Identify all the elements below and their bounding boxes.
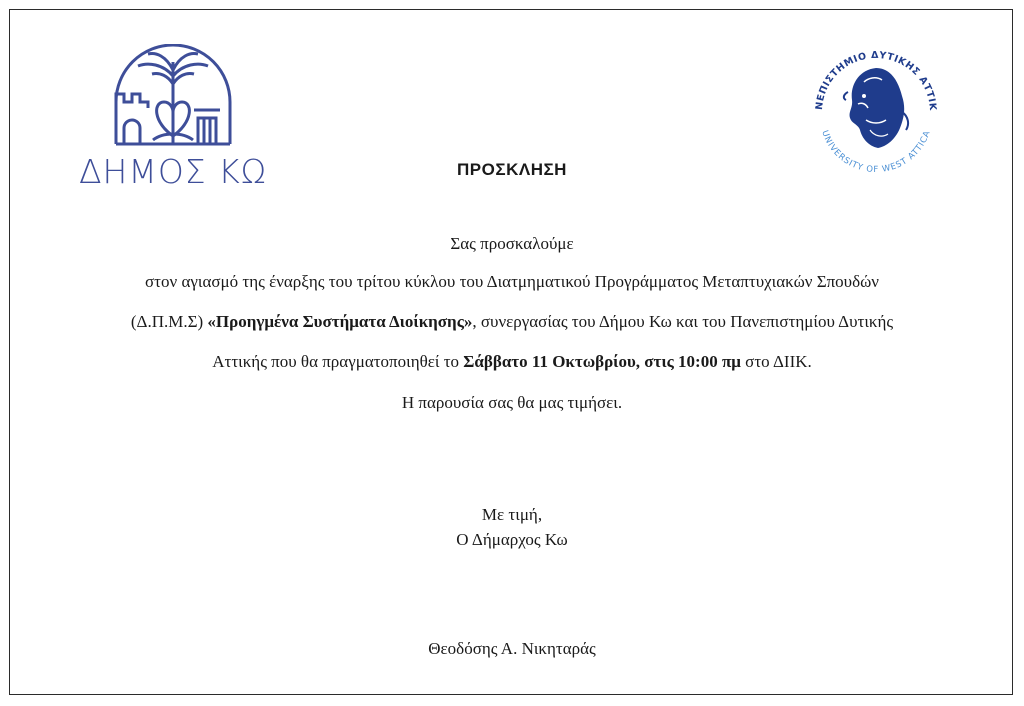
philosopher-head-icon — [844, 68, 908, 148]
greeting-line: Σας προσκαλούμε — [450, 234, 574, 253]
signatory-name: Θεοδόσης Α. Νικηταράς — [428, 639, 596, 658]
closing-regards: Με τιμή, — [481, 505, 543, 524]
invitation-title: ΠΡΟΣΚΛΗΣΗ — [457, 160, 567, 179]
uniwa-english-name: UNIVERSITY OF WEST ATTICA — [819, 129, 933, 176]
body-line-1: στον αγιασμό της έναρξης του τρίτου κύκλου του Διατμηματικού Προγράμματος Μεταπτυχιακών Σπουδών — [145, 272, 879, 291]
body-line-2-part-a: (Δ.Π.Μ.Σ) — [130, 312, 208, 331]
body-line-2-part-c: , συνεργασίας του Δήμου Κω και του Πανεπιστημίου Δυτικής — [472, 312, 894, 331]
kos-emblem-icon — [108, 44, 238, 149]
body-line-4: Η παρουσία σας θα μας τιμήσει. — [401, 393, 623, 412]
event-date-time: Σάββατο 11 Οκτωβρίου, στις 10:00 πμ — [463, 352, 741, 371]
body-line-3-part-c: στο ΔΙΙΚ. — [740, 352, 812, 371]
uniwa-greek-name: ΝΕΠΙΣΤΗΜΙΟ ΔΥΤΙΚΗΣ ΑΤΤΙΚ — [813, 49, 939, 112]
body-line-3-part-a: Αττικής που θα πραγματοποιηθεί το — [212, 352, 464, 371]
body-line-2 — [0, 312, 1024, 332]
body-line-3 — [0, 352, 1024, 372]
program-name: «Προηγμένα Συστήματα Διοίκησης» — [207, 312, 473, 331]
kos-logo-text: ΔΗΜΟΣ ΚΩ — [78, 152, 268, 191]
signatory-role: Ο Δήμαρχος Κω — [456, 530, 568, 549]
